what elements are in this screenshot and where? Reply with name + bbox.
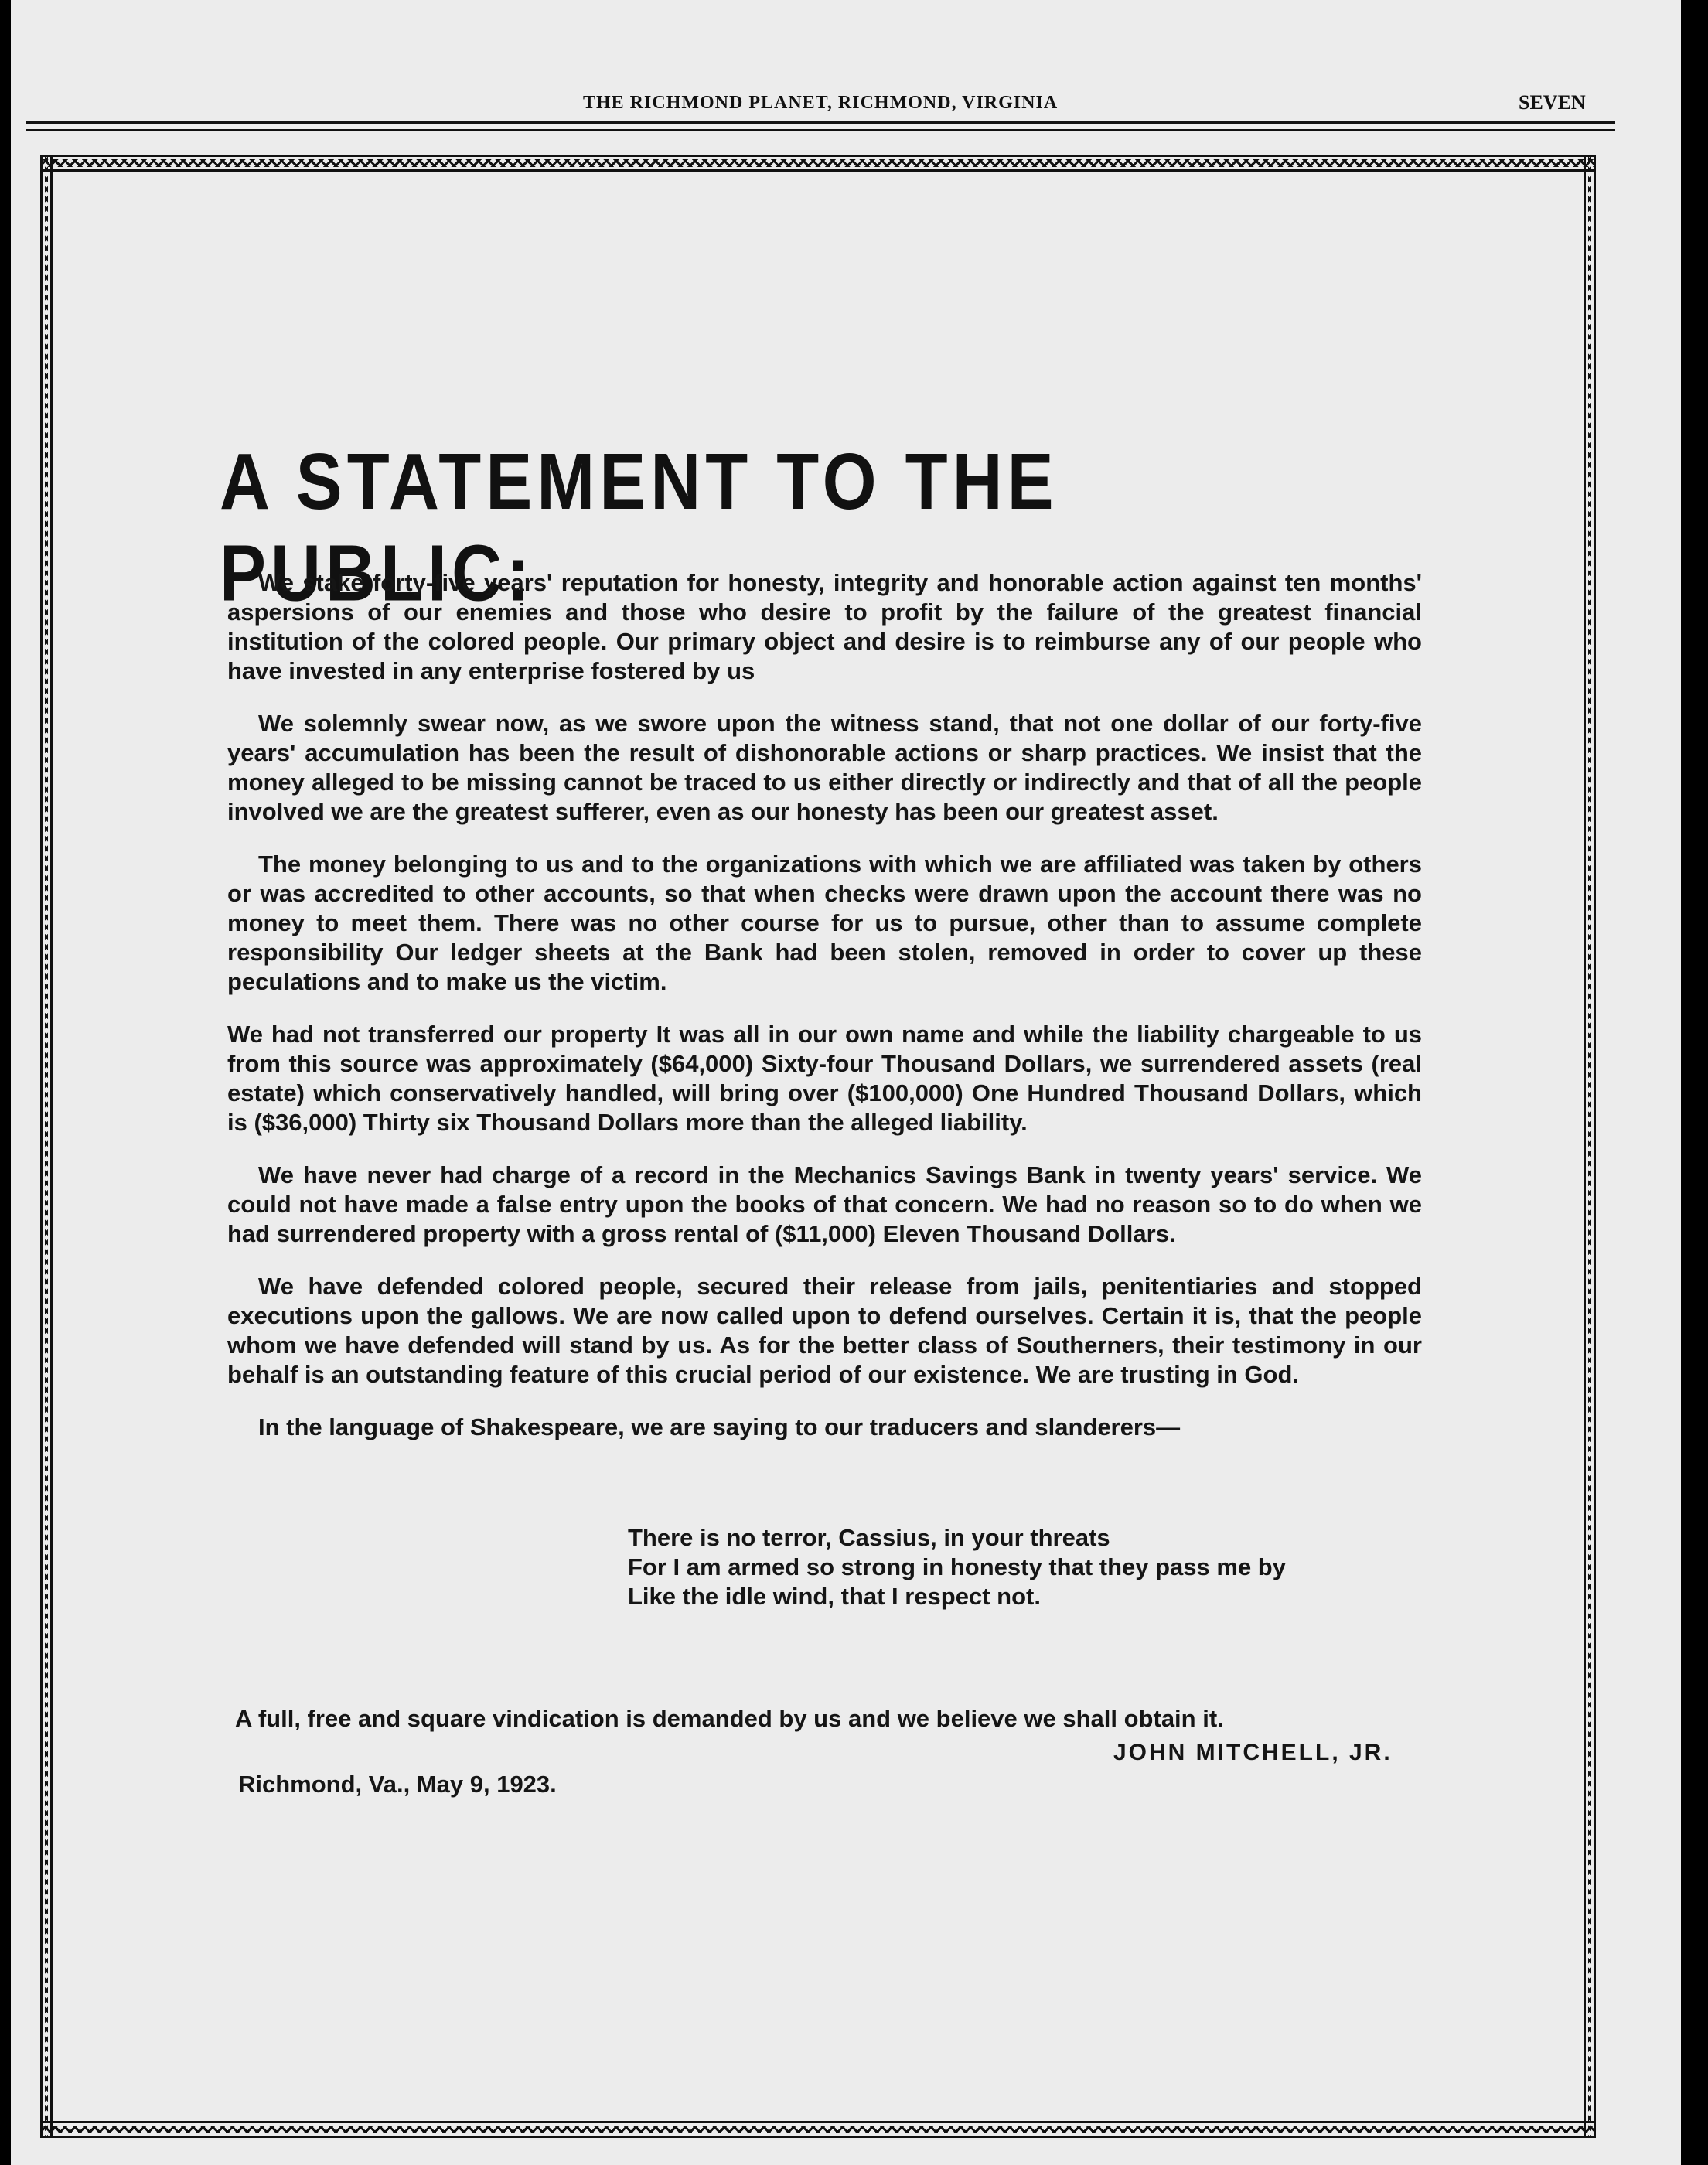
paragraph: We had not transferred our property It was all in our own name and while the liability chargeable to us from this source was approximately ($64,000) Sixty-four Thousand Dollars, we surrendered assets (real estate) which conservatively handled, will bring over ($100,000) One Hundred Thousand Dollars, which is ($36,000) Thirty six Thousand Dollars more than the alleged liability. [227,1021,1422,1136]
paragraph: We have defended colored people, secured their release from jails, penitentiaries and stopped executions upon the gallows. We are now called upon to defend ourselves. Certain it is, that the people whom we have defended will stand by us. As for the better class of Southerners, their testimony in our behalf is an outstanding feature of this crucial period of our existence. We are trusting in God. [227,1273,1422,1388]
border-right [1584,155,1596,2138]
signature: JOHN MITCHELL, JR. [1113,1740,1393,1765]
headline: A STATEMENT TO THE PUBLIC: [220,438,1059,619]
paragraph: We have never had charge of a record in the Mechanics Savings Bank in twenty years' service. We could not have made a false entry upon the books of that concern. We had no reason so to do when we had surrendered property with a gross rental of ($11,000) Eleven Thousand Dollars. [227,1161,1422,1247]
border-left [40,155,53,2138]
verse-line: For I am armed so strong in honesty that they pass me by [628,1553,1286,1580]
verse-line: There is no terror, Cassius, in your threats [628,1524,1110,1551]
border-bottom [40,2121,1596,2138]
paragraph: The money belonging to us and to the organizations with which we are affiliated was taken by others or was accredited to other accounts, so that when checks were drawn upon the account there was no money to meet them. There was no other course for us to pursue, other than to assume complete responsibility Our ledger sheets at the Bank had been stolen, removed in order to cover up these peculations and to make us the victim. [227,851,1422,995]
page-number: SEVEN [1519,91,1586,114]
shakespeare-verse [628,1523,1286,1611]
paper-title: THE RICHMOND PLANET, RICHMOND, VIRGINIA [583,93,1059,113]
quote-lead: In the language of Shakespeare, we are saying to our traducers and slanderers— [258,1413,1181,1440]
vindication-statement: A full, free and square vindication is demanded by us and we believe we shall obtain it. [235,1705,1224,1732]
paragraph: We stake forty-five years' reputation for honesty, integrity and honorable action against ten months' aspersions of our enemies and those who desire to profit by the failure of the greatest financial institution of the colored people. Our primary object and desire is to reimburse any of our people who have invested in any enterprise fostered by us [227,569,1422,684]
article-body [227,568,1422,1465]
header-rule-thin [26,129,1615,131]
verse-line: Like the idle wind, that I respect not. [628,1583,1041,1610]
border-top [40,155,1596,172]
newspaper-page [11,0,1681,2165]
header-rule [26,121,1615,124]
paragraph: We solemnly swear now, as we swore upon the witness stand, that not one dollar of our forty-five years' accumulation has been the result of dishonorable actions or sharp practices. We insist that the money alleged to be missing cannot be traced to us either directly or indirectly and that of all the people involved we are the greatest sufferer, even as our honesty has been our greatest asset. [227,710,1422,825]
dateline: Richmond, Va., May 9, 1923. [238,1771,557,1798]
